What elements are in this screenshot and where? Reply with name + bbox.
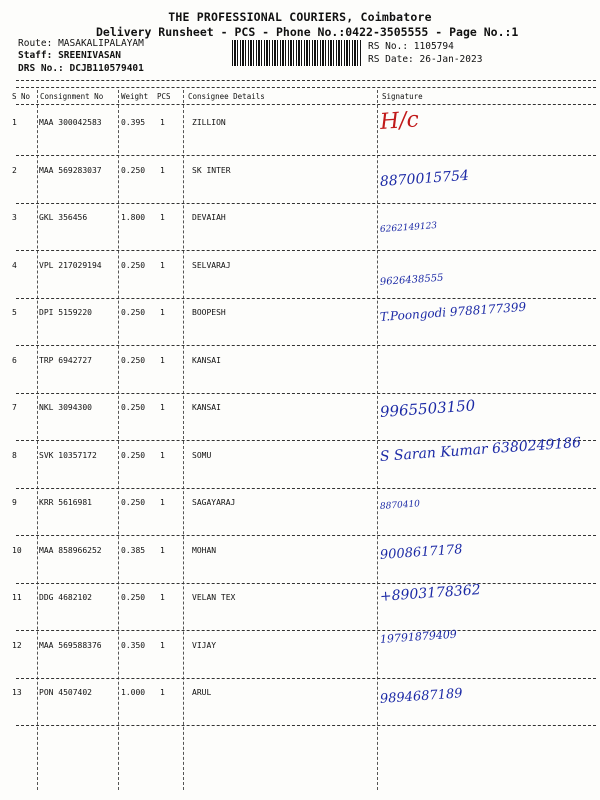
row-consignment-no: MAA 858966252	[39, 545, 102, 555]
row-consignment-no: MAA 300042583	[39, 118, 102, 127]
rs-no-label: RS No.:	[368, 41, 409, 52]
table-row	[0, 207, 600, 254]
row-weight: 0.395	[121, 118, 146, 127]
row-weight: 1.800	[121, 213, 146, 222]
row-consignee: SOMU	[192, 450, 212, 460]
row-pcs: 1	[160, 640, 165, 650]
row-pcs: 1	[160, 165, 165, 175]
row-sno: 2	[12, 165, 17, 175]
staff-line	[18, 50, 121, 61]
row-sno: 8	[12, 450, 17, 460]
col-header-weight: Weight	[121, 92, 149, 101]
table-row	[0, 397, 600, 444]
row-weight: 0.350	[121, 640, 146, 650]
row-consignment-no: VPL 217029194	[39, 260, 102, 270]
route-label: Route:	[18, 38, 53, 49]
row-divider	[16, 298, 596, 299]
row-weight: 0.250	[121, 403, 146, 412]
staff-value: SREENIVASAN	[58, 50, 121, 61]
row-signature: 19791879409	[379, 627, 458, 646]
table-row	[0, 350, 600, 397]
barcode-image	[232, 40, 362, 66]
table-row	[0, 160, 600, 207]
table-row	[0, 255, 600, 302]
row-pcs: 1	[160, 308, 165, 317]
row-sno: 3	[12, 213, 17, 222]
row-consignment-no: GKL 356456	[39, 213, 88, 222]
table-row	[0, 581, 600, 634]
col-header-sno: S No	[12, 92, 31, 101]
col-header-signature: Signature	[382, 92, 423, 101]
table-row	[0, 627, 600, 682]
row-pcs: 1	[160, 403, 165, 412]
col-header-consignment: Consignment No	[40, 92, 104, 101]
row-sno: 6	[12, 355, 17, 365]
row-pcs: 1	[160, 355, 165, 365]
row-signature: S Saran Kumar 6380249186	[379, 434, 582, 465]
row-consignment-no: MAA 569283037	[39, 165, 102, 175]
row-weight: 0.250	[121, 450, 146, 460]
table-row	[0, 107, 600, 159]
row-sno: 12	[12, 640, 22, 650]
row-weight: 0.250	[121, 355, 146, 365]
row-weight: 0.250	[121, 165, 146, 175]
rs-no-value: 1105794	[413, 41, 454, 52]
row-signature: 8870410	[379, 499, 421, 512]
row-pcs: 1	[160, 545, 165, 555]
rs-date-label: RS Date:	[368, 54, 414, 65]
divider	[16, 87, 596, 88]
row-signature: 8870015754	[379, 167, 470, 190]
table-row	[0, 434, 600, 492]
table-row	[0, 682, 600, 729]
row-divider	[16, 393, 596, 394]
row-pcs: 1	[160, 450, 165, 460]
row-consignee: KANSAI	[192, 403, 221, 412]
row-pcs: 1	[160, 213, 165, 222]
row-consignee: ARUL	[192, 688, 212, 697]
row-pcs: 1	[160, 593, 165, 602]
row-sno: 9	[12, 498, 17, 507]
divider	[16, 80, 596, 81]
row-consignee: SELVARAJ	[192, 260, 231, 270]
row-consignment-no: NKL 3094300	[39, 403, 92, 412]
row-divider	[16, 630, 596, 631]
row-consignee: DEVAIAH	[192, 213, 226, 222]
row-consignee: BOOPESH	[192, 308, 226, 317]
row-consignee: VELAN TEX	[192, 593, 236, 602]
row-weight: 0.250	[121, 308, 146, 317]
row-signature: H/c	[379, 107, 420, 135]
row-divider	[16, 250, 596, 251]
row-consignment-no: PON 4507402	[39, 688, 92, 697]
divider	[16, 104, 596, 105]
row-divider	[16, 583, 596, 584]
row-divider	[16, 678, 596, 679]
table-row	[0, 492, 600, 539]
staff-label: Staff:	[18, 50, 53, 61]
row-pcs: 1	[160, 498, 165, 507]
drs-label: DRS No.:	[18, 63, 64, 74]
row-weight: 0.385	[121, 545, 146, 555]
document-title: THE PROFESSIONAL COURIERS, Coimbatore	[168, 10, 432, 24]
row-pcs: 1	[160, 688, 165, 697]
row-sno: 5	[12, 308, 17, 317]
row-signature: +8903178362	[379, 581, 482, 605]
row-divider	[16, 155, 596, 156]
rs-date-value: 26-Jan-2023	[419, 54, 483, 65]
row-weight: 0.250	[121, 593, 146, 602]
row-signature: 6262149123	[379, 221, 438, 235]
row-sno: 4	[12, 260, 17, 270]
row-weight: 0.250	[121, 260, 146, 270]
col-header-pcs: PCS	[157, 92, 171, 101]
row-pcs: 1	[160, 118, 165, 127]
row-signature: 9965503150	[379, 396, 476, 421]
table-row	[0, 299, 600, 349]
row-consignee: ZILLION	[192, 118, 226, 127]
row-consignee: SAGAYARAJ	[192, 498, 236, 507]
row-signature: T.Poongodi 9788177399	[379, 299, 527, 324]
row-consignee: MOHAN	[192, 545, 217, 555]
row-sno: 10	[12, 545, 22, 555]
row-consignment-no: DPI 5159220	[39, 308, 92, 317]
row-divider	[16, 345, 596, 346]
row-consignment-no: DDG 4682102	[39, 593, 92, 602]
row-consignee: VIJAY	[192, 640, 217, 650]
rs-date-line	[368, 54, 482, 65]
row-weight: 1.000	[121, 688, 146, 697]
row-divider	[16, 488, 596, 489]
route-line	[18, 38, 144, 49]
row-consignee: SK INTER	[192, 165, 231, 175]
route-value: MASAKALIPALAYAM	[58, 38, 144, 49]
row-consignment-no: SVK 10357172	[39, 450, 97, 460]
row-divider	[16, 535, 596, 536]
drs-line	[18, 63, 144, 74]
row-consignment-no: TRP 6942727	[39, 355, 92, 365]
row-consignee: KANSAI	[192, 355, 221, 365]
row-sno: 11	[12, 593, 22, 602]
row-signature: 9894687189	[379, 686, 464, 707]
row-sno: 7	[12, 403, 17, 412]
row-pcs: 1	[160, 260, 165, 270]
row-sno: 13	[12, 688, 22, 697]
col-header-consignee: Consignee Details	[188, 92, 265, 101]
row-signature: 9626438555	[379, 272, 444, 288]
document-subtitle: Delivery Runsheet - PCS - Phone No.:0422-3505555 - Page No.:1	[96, 25, 519, 39]
row-divider	[16, 725, 596, 726]
row-sno: 1	[12, 118, 17, 127]
table-row	[0, 540, 600, 587]
row-signature: 9008617178	[379, 541, 464, 563]
row-weight: 0.250	[121, 498, 146, 507]
row-consignment-no: KRR 5616981	[39, 498, 92, 507]
row-divider	[16, 203, 596, 204]
rs-no-line	[368, 41, 454, 52]
drs-value: DCJB110579401	[69, 63, 144, 74]
row-consignment-no: MAA 569588376	[39, 640, 102, 650]
